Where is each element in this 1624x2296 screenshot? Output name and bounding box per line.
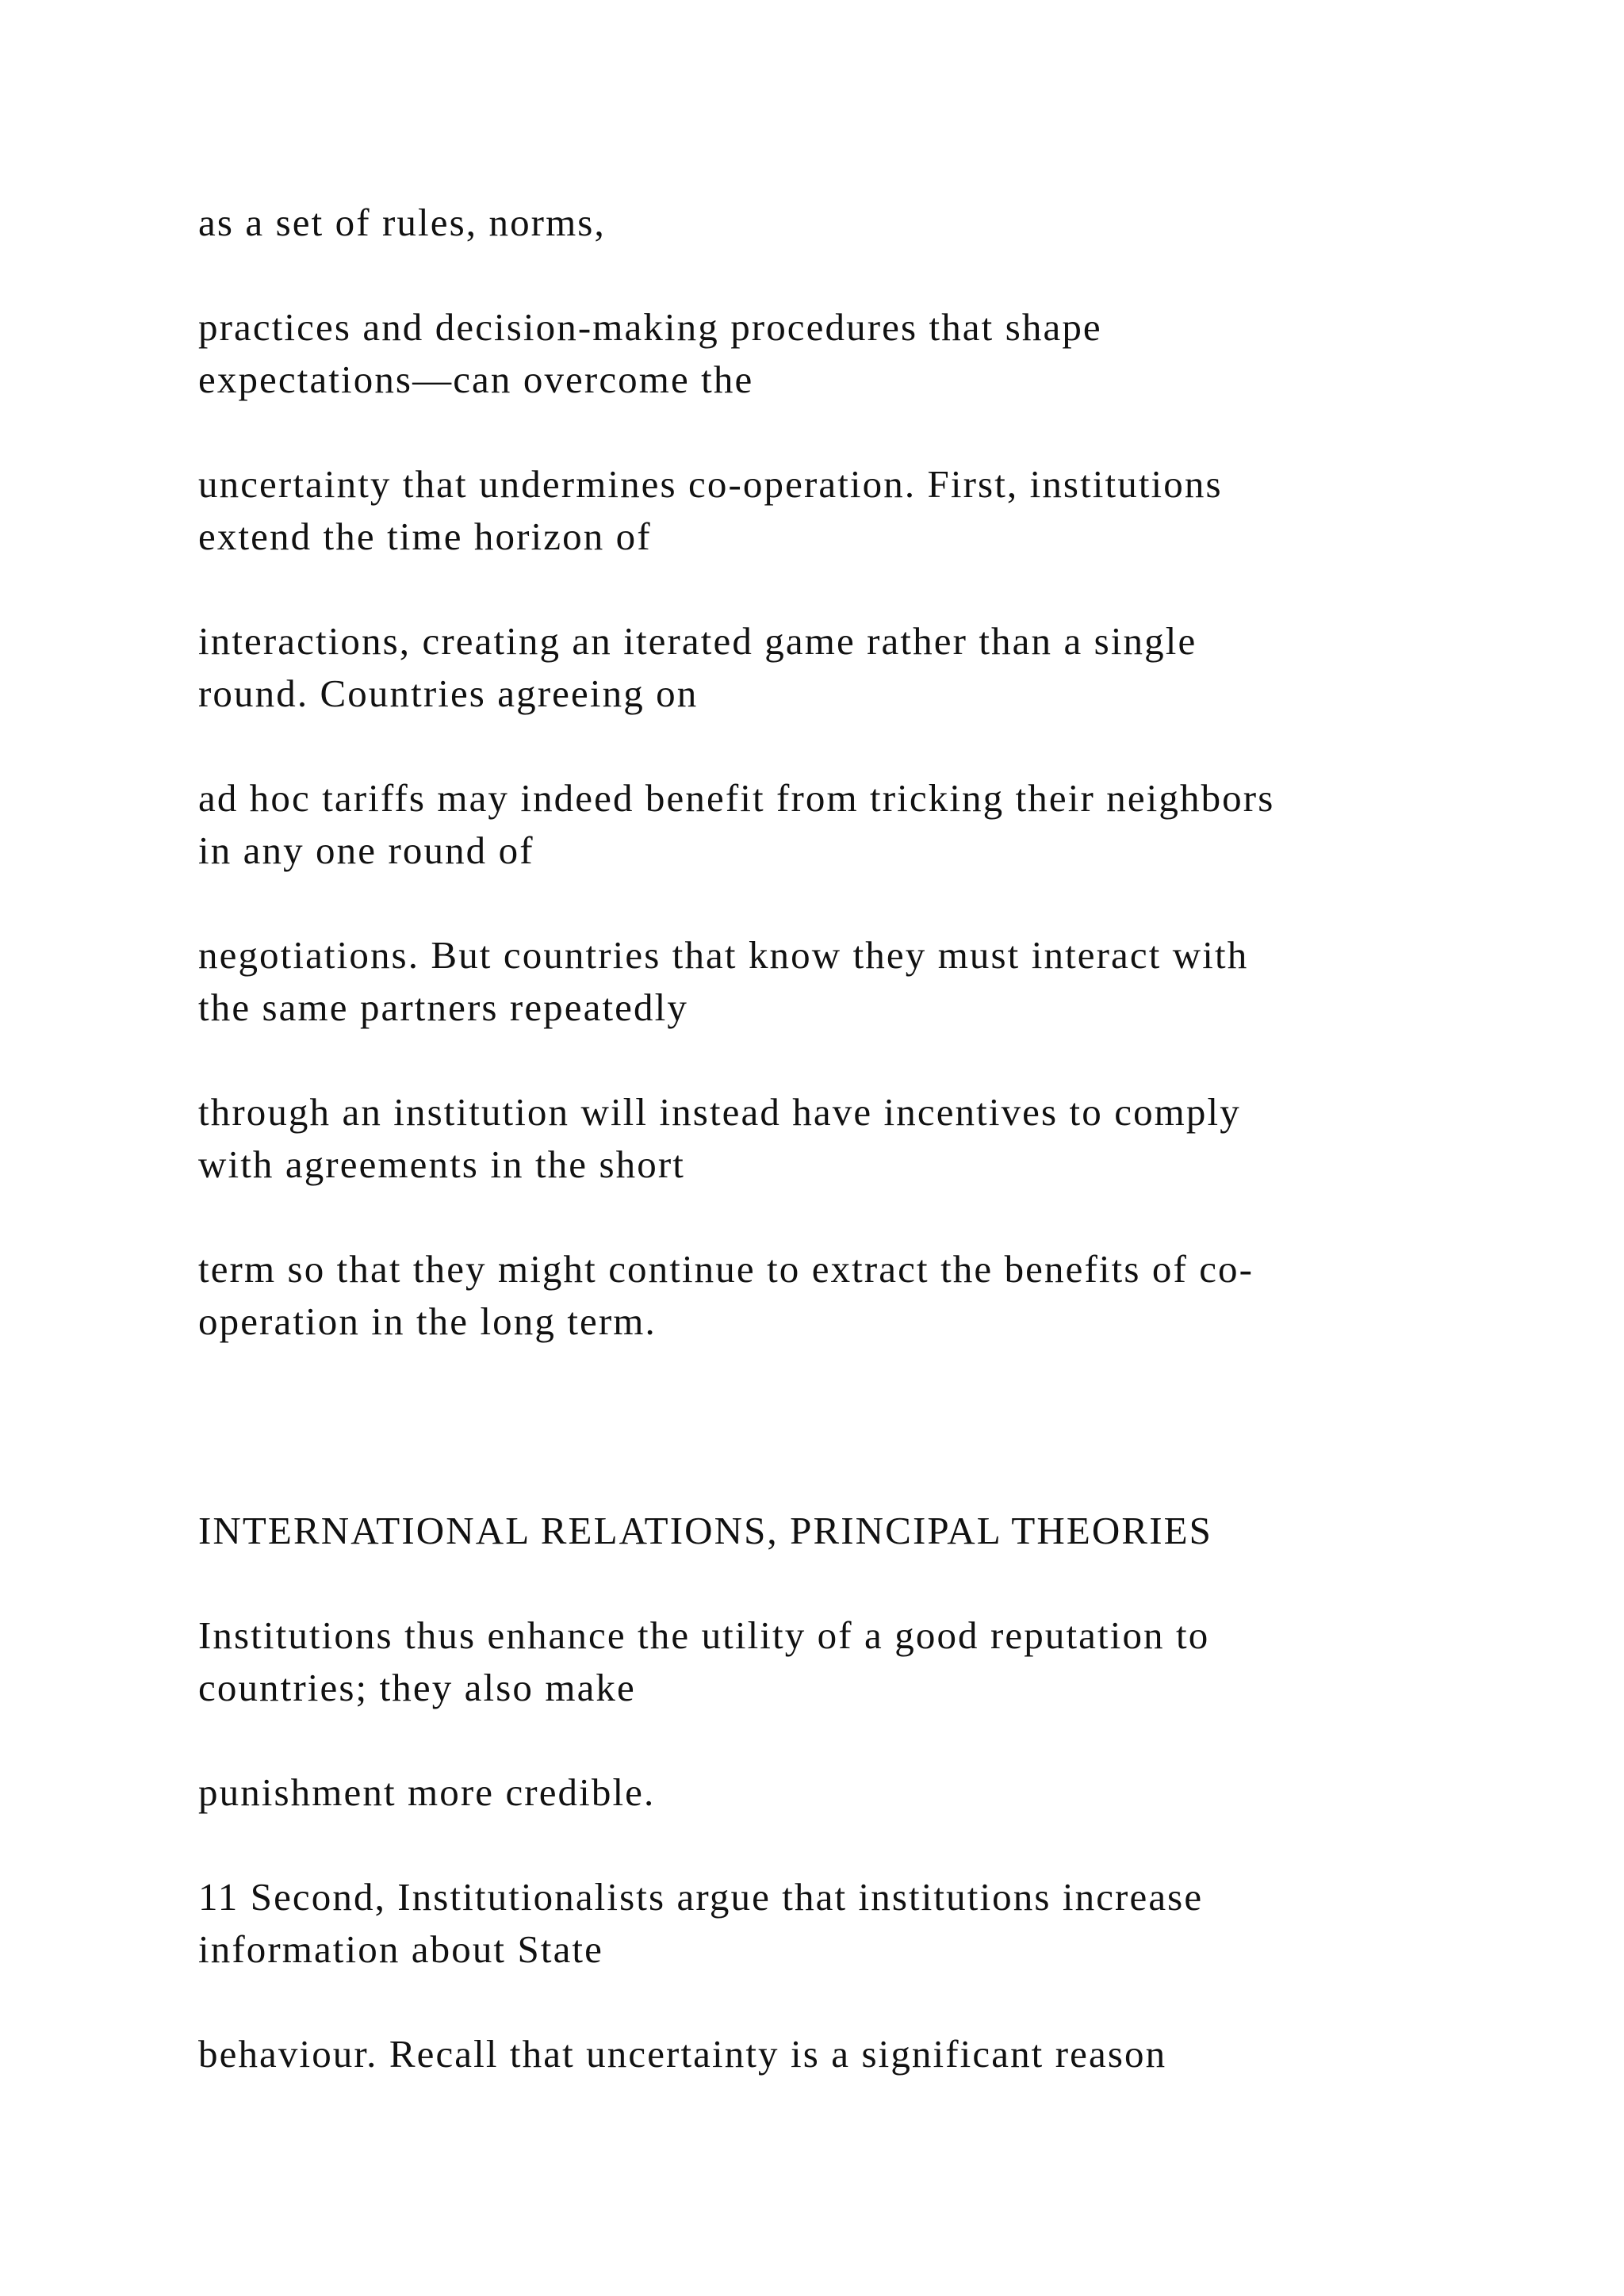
- paragraph-5: ad hoc tariffs may indeed benefit from tricking their neighbors in any one round of: [198, 776, 1275, 872]
- paragraph-1: as a set of rules, norms,: [198, 201, 606, 244]
- paragraph-11: 11 Second, Institutionalists argue that institutions increase information about State: [198, 1875, 1204, 1971]
- paragraph-6: negotiations. But countries that know they must interact with the same partners repeatedly: [198, 933, 1249, 1029]
- paragraph-8: term so that they might continue to extract the benefits of co- operation in the long term.: [198, 1247, 1254, 1343]
- paragraph-9: Institutions thus enhance the utility of a good reputation to countries; they also make: [198, 1613, 1210, 1709]
- paragraph-10: punishment more credible.: [198, 1770, 656, 1814]
- section-heading: INTERNATIONAL RELATIONS, PRINCIPAL THEORIES: [198, 1509, 1213, 1552]
- paragraph-12: behaviour. Recall that uncertainty is a significant reason: [198, 2032, 1167, 2076]
- paragraph-7: through an institution will instead have incentives to comply with agreements in the short: [198, 1090, 1241, 1186]
- paragraph-4: interactions, creating an iterated game rather than a single round. Countries agreeing on: [198, 619, 1197, 715]
- paragraph-2: practices and decision-making procedures that shape expectations—can overcome the: [198, 305, 1102, 401]
- paragraph-3: uncertainty that undermines co-operation. First, institutions extend the time horizon of: [198, 462, 1223, 558]
